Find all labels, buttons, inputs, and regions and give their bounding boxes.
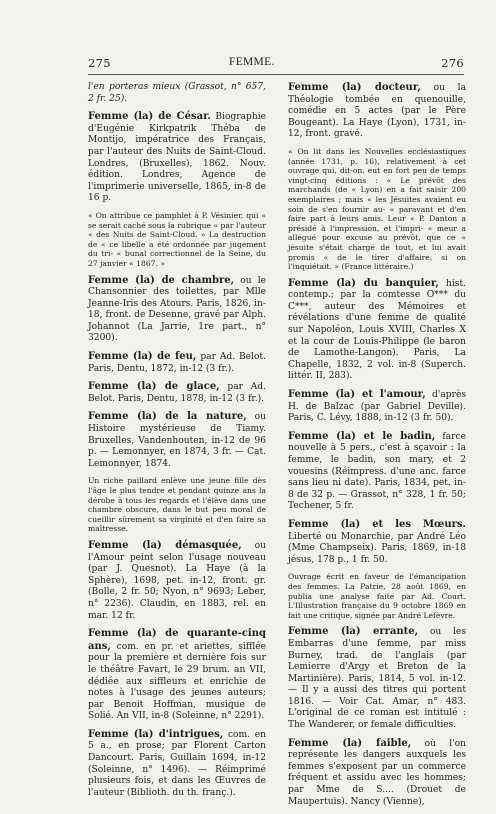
dictionary-entry: [88, 351, 266, 375]
dictionary-entry: [88, 628, 266, 723]
entry-body: Biographie d'Eugénie Kirkpatrik Théba de Montijo, impératrice des Français, par l'auteur des Nuits de Saint-Cloud. Londres, (Bruxelles), 1862. Nouv. édition. Londres, Agence de l'imprimerie universelle, 1865, in-8 de 16 p.: [88, 112, 266, 204]
entry-headword: Femme (la) et les Mœurs.: [288, 518, 466, 530]
entry-body: com. en 5 a., en prose; par Florent Carton Dancourt. Paris, Guillain 1694, in-12 (Soleinne, n° 1496). — Réimprimé plusieurs fois, et dans les Œuvres de l'auteur (Biblioth. du th. franç.).: [88, 729, 266, 798]
entry-body: hist. contemp.; par la comtesse O*** du C***, auteur des Mémoires et révélations d'une femme de qualité sur Napoléon, Louis XVIII, Charles X et la cour de Louis-Philippe (le baron de Lamothe-Langon). Paris, La Chapelle, 1832, 2 vol. in-8 (Superch. littér. II, 283).: [288, 278, 466, 382]
dictionary-entry: [88, 111, 266, 205]
running-header: [0, 56, 496, 76]
entry-headword: Femme (la) de César.: [88, 111, 211, 123]
dictionary-entry: [288, 278, 466, 383]
right-page-number: 276: [441, 56, 464, 70]
entry-headword: Femme (la) errante,: [288, 626, 419, 638]
entry-body: ou Histoire mystérieuse de Tiamy. Bruxelles, Vandenhouten, in-12 de 96 p. — Lemonnyer, en 1874, 3 fr. — Cat. Lemonnyer, 1874.: [88, 412, 266, 469]
dictionary-entry: [88, 275, 266, 346]
entry-body: ou le Chansonnier des toilettes, par Mlle Jeanne-Iris des Atours. Paris, 1826, in-18, front. de Desenne, gravé par Alph. Johannot (La Jarrie, 1re part., n° 3200).: [88, 275, 266, 344]
entry-headword: Femme (la) de glace,: [88, 381, 220, 393]
entry-body: d'après H. de Balzac (par Gabriel Deville). Paris, C. Lévy, 1888, in-12 (3 fr. 50).: [288, 390, 466, 424]
entry-note: Un riche paillard enlève une jeune fille dès l'âge le plus tendre et pendant quinze ans la dérobe à tous les regards et l'élève dans une chambre obscure, dans le but peu moral de cueillir sûrement sa virginité et d'en faire sa maîtresse.: [88, 476, 266, 534]
entry-body: farce nouvelle à 5 pers., c'est à sçavoir : la femme, le badin, son mary, et 2 vouesins (Réimpress. d'une anc. farce sans lieu ni date). Paris, 1834, pet. in-8 de 32 p. — Grassot, n° 328, 1 fr. 50; Techener, 5 fr.: [288, 431, 466, 512]
entry-headword: Femme (la) de la nature,: [88, 411, 247, 423]
entry-body: Liberté ou Monarchie, par André Léo (Mme Champseix). Paris, 1869, in-18 jésus, 178 p., 1 fr. 50.: [288, 531, 466, 565]
continued-text: l'en porteras mieux (Grassot, n° 657, 2 fr. 25).: [88, 82, 266, 104]
entry-body: où l'on représente les dangers auxquels les femmes s'exposent par un commerce fréquent et assidu avec les hommes; par Mme de S.... (Drouet de Maupertuis). Nancy (Vienne),: [288, 738, 466, 807]
entry-headword: Femme (la) docteur,: [288, 82, 421, 93]
entry-body: ou la Théologie tombée en quenouille, comédie en 5 actes (par le Père Bougeant). La Haye (Lyon), 1731, in-12, front. gravé.: [288, 83, 466, 140]
header-rule: [88, 74, 464, 75]
entry-headword: Femme (la) de quarante-cinq ans,: [88, 628, 266, 652]
entry-headword: Femme (la) de chambre,: [88, 274, 235, 286]
dictionary-entry: [288, 82, 466, 141]
dictionary-entry: [288, 519, 466, 566]
dictionary-entry: [88, 381, 266, 405]
entry-body: ou l'Amour peint selon l'usage nouveau (par J. Quesnot). La Haye (à la Sphère), 1698, pet. in-12, front. gr. (Bolle, 2 fr. 50; Nyon, n° 9693; Leber, n° 2236). Claudin, en 1883, rel. en mar. 12 fr.: [88, 540, 266, 621]
dictionary-entry: [88, 540, 266, 622]
entry-note: Ouvrage écrit en faveur de l'émancipation des femmes. La Patrie, 28 août 1869, en publia une analyse faite par Ad. Court. L'Illustration française du 9 octobre 1869 en fait une critique, signée par André Lefèvre.: [288, 572, 466, 620]
dictionary-entry: [288, 626, 466, 731]
entry-headword: Femme (la) de feu,: [88, 351, 197, 363]
entry-headword: Femme (la) et l'amour,: [288, 389, 426, 401]
dictionary-entry: [288, 738, 466, 809]
entry-body: par Ad. Belot. Paris, Dentu, 1872, in-12 (3 fr.).: [88, 352, 266, 374]
dictionary-entry: [88, 729, 266, 800]
entry-headword: Femme (la) du banquier,: [288, 277, 439, 289]
dictionary-entry: [88, 411, 266, 470]
dictionary-entry: [288, 389, 466, 425]
entry-note: « On lit dans les Nouvelles ecclésiastiques (année 1731, p. 16), relativement à cet ouvrage qui, dit-on, eut en fort peu de temps vingt-cinq éditions : « Le prévôt des marchands (de « Lyon) en a fait saisir 200 exemplaires ; mais « les Jésuites avaient eu soin de s'en fournir au- « paravant et d'en faire part à leurs amis. Leur « P. Danton a présidé à l'impression, et l'impri- « meur a allégué pour excuse au prévôt, que ce « jésuite s'était chargé de tout, et lui avait promis « de le tirer d'affaire, si on l'inquiétait. » (France littéraire.): [288, 146, 466, 272]
entry-note: « On attribue ce pamphlet à P. Vésinier, qui « se serait caché sous la rubrique « par l'auteur « des Nuits de Saint-Cloud. » La destruction de « ce libelle a été ordonnée par jugement du tri- « bunal correctionnel de la Seine, du 27 janvier « 1867. »: [88, 210, 266, 268]
left-column: [88, 82, 266, 805]
entry-headword: Femme (la) démasquée,: [88, 539, 242, 551]
right-column: [288, 82, 466, 814]
entry-body: par Ad. Belot. Paris, Dentu, 1878, in-12 (3 fr.).: [88, 382, 266, 404]
entry-headword: Femme (la) faible,: [288, 737, 412, 749]
dictionary-entry: [288, 431, 466, 513]
running-title: FEMME.: [229, 56, 275, 68]
entry-body: com. en pr. et ariettes, sifflée pour la première et dernière fois sur le théâtre Favart, le 29 brum. an VII, dédiée aux siffleurs et enrichie de notes à l'usage des jeunes auteurs; par Benoit Hoffman, musique de Solié. An VII, in-8 (Soleinne, n° 2291).: [88, 641, 266, 722]
entry-body: ou les Embarras d'une femme, par miss Burney, trad. de l'anglais (par Lemierre d'Argy et Breton de la Martinière). Paris, 1814, 5 vol. in-12. — Il y a aussi des titres qui portent 1816. — Voir Cat. Amar, n° 483. L'original de ce roman est intitulé : The Wanderer, or female difficulties.: [288, 627, 466, 731]
entry-headword: Femme (la) d'intrigues,: [88, 728, 224, 740]
entry-headword: Femme (la) et le badin,: [288, 430, 436, 442]
left-page-number: 275: [88, 56, 111, 70]
